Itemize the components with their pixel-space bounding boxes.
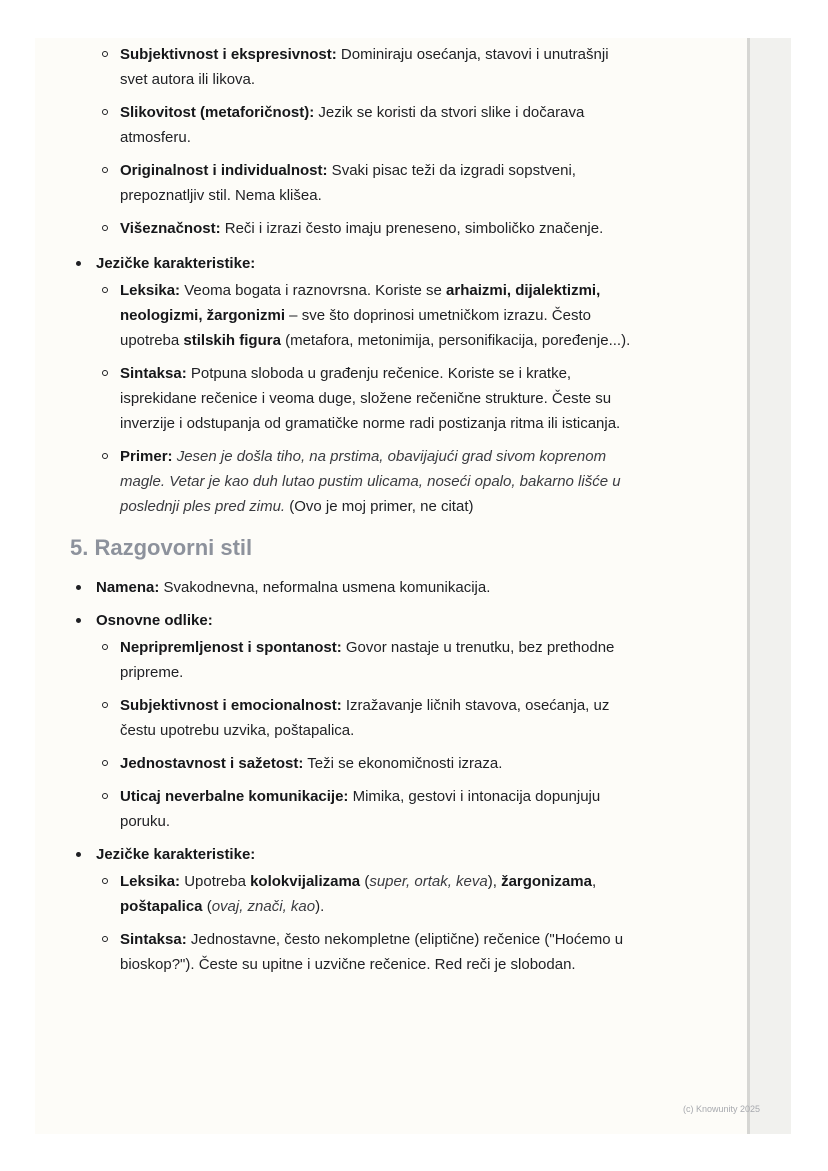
literary-language-list: [70, 251, 640, 519]
document-content: [70, 40, 640, 985]
scroll-rail[interactable]: [747, 38, 791, 1134]
list-heading: Jezičke karakteristike:: [96, 255, 256, 272]
list-item: Sintaksa: Jednostavne, često nekompletne (eliptične) rečenice ("Hoćemo u bioskop?"). Česte su upitne i uzvične rečenice. Red reči je slobodan.: [96, 927, 640, 977]
list-item: Namena: Svakodnevna, neformalna usmena komunikacija.: [70, 575, 640, 600]
list-item: Jednostavnost i sažetost: Teži se ekonomičnosti izraza.: [96, 751, 640, 776]
list-item: Subjektivnost i emocionalnost: Izražavanje ličnih stavova, osećanja, uz čestu upotrebu uzvika, poštapalica.: [96, 693, 640, 743]
list-item: [70, 251, 640, 519]
list-item: Slikovitost (metaforičnost): Jezik se koristi da stvori slike i dočarava atmosferu.: [96, 100, 640, 150]
copyright-footer: (c) Knowunity 2025: [683, 1104, 761, 1114]
list-item: [70, 608, 640, 834]
list-item: Primer: Jesen je došla tiho, na prstima, obavijajući grad sivom koprenom magle. Vetar je kao duh lutao pustim ulicama, noseći opalo, bakarno lišće u poslednji ples pred zimu. (Ovo je moj primer, ne citat): [96, 444, 640, 519]
literary-features-list: [96, 42, 640, 241]
list-item: Originalnost i individualnost: Svaki pisac teži da izgradi sopstveni, prepoznatljiv stil. Nema klišea.: [96, 158, 640, 208]
list-heading: Jezičke karakteristike:: [96, 846, 256, 863]
list-item: Leksika: Veoma bogata i raznovrsna. Koriste se arhaizmi, dijalektizmi, neologizmi, žargonizmi – sve što doprinosi umetničkom izrazu. Često upotreba stilskih figura (metafora, metonimija, personifikacija, poređenje...).: [96, 278, 640, 353]
list-item: Uticaj neverbalne komunikacije: Mimika, gestovi i intonacija dopunjuju poruku.: [96, 784, 640, 834]
section-heading: 5. Razgovorni stil: [70, 535, 253, 560]
list-item: Višeznačnost: Reči i izrazi često imaju preneseno, simboličko značenje.: [96, 216, 640, 241]
list-item: Subjektivnost i ekspresivnost: Dominiraju osećanja, stavovi i unutrašnji svet autora ili likova.: [96, 42, 640, 92]
list-item: Nepripremljenost i spontanost: Govor nastaje u trenutku, bez prethodne pripreme.: [96, 635, 640, 685]
list-item: Sintaksa: Potpuna sloboda u građenju rečenice. Koriste se i kratke, isprekidane rečenice i veoma duge, složene rečenične strukture. Česte su inverzije i odstupanja od gramatičke norme radi postizanja ritma ili isticanja.: [96, 361, 640, 436]
conversational-style-list: [70, 575, 640, 977]
list-heading: Osnovne odlike:: [96, 612, 213, 629]
list-item: Leksika: Upotreba kolokvijalizama (super, ortak, keva), žargonizama, poštapalica (ovaj, znači, kao).: [96, 869, 640, 919]
list-item: [70, 842, 640, 977]
